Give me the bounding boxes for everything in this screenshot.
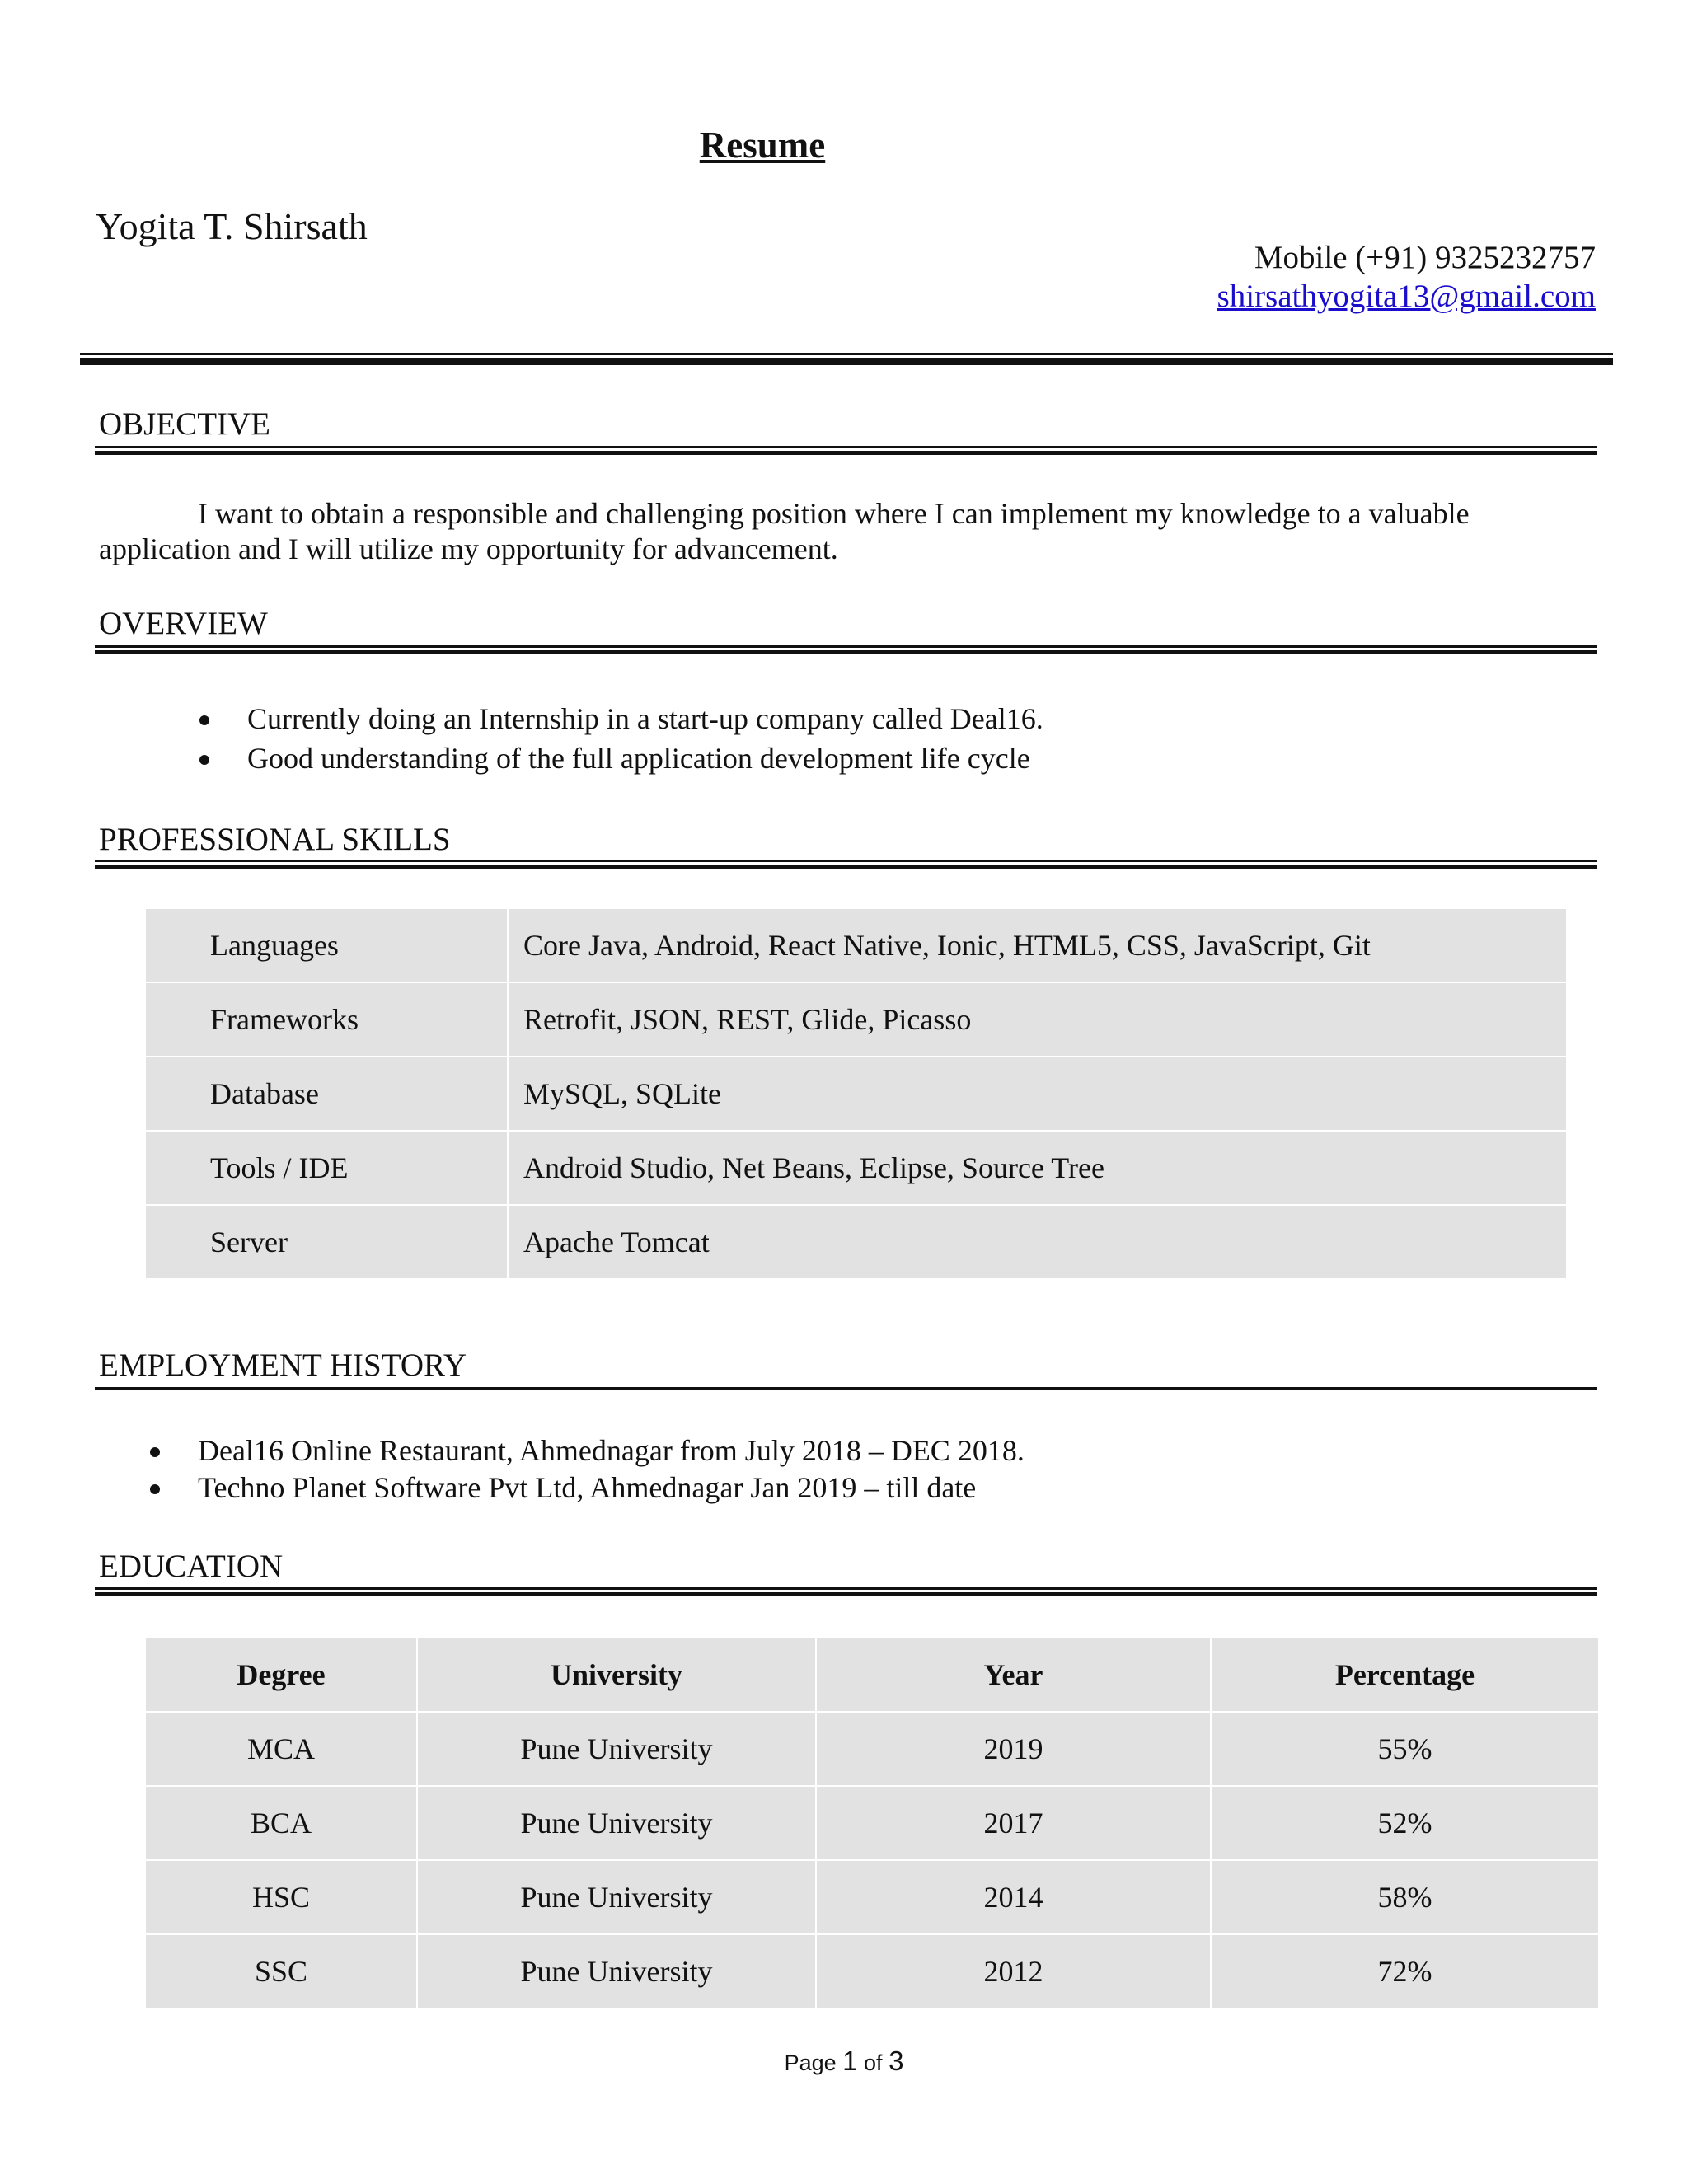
objective-rule-thin — [95, 446, 1597, 448]
candidate-name: Yogita T. Shirsath — [96, 205, 368, 247]
page-word: Page — [784, 2050, 837, 2075]
skill-label: Languages — [145, 908, 508, 982]
table-cell: MCA — [145, 1712, 417, 1786]
skill-label: Tools / IDE — [145, 1131, 508, 1205]
table-row — [145, 1786, 1599, 1860]
table-row — [145, 908, 1567, 982]
email-link[interactable]: shirsathyogita13@gmail.com — [1217, 279, 1596, 314]
list-item: Good understanding of the full application development life cycle — [247, 738, 1566, 778]
table-row — [145, 1860, 1599, 1934]
list-item: Techno Planet Software Pvt Ltd, Ahmednagar Jan 2019 – till date — [198, 1469, 1558, 1507]
overview-rule-thick — [95, 650, 1597, 654]
table-header-row — [145, 1638, 1599, 1712]
objective-heading: OBJECTIVE — [99, 406, 270, 442]
bullet-icon — [199, 715, 209, 725]
table-cell: SSC — [145, 1934, 417, 2008]
skill-value: Apache Tomcat — [508, 1205, 1567, 1279]
table-cell: 2019 — [816, 1712, 1211, 1786]
total-pages: 3 — [889, 2046, 904, 2076]
education-rule-thick — [95, 1592, 1597, 1596]
table-cell: Pune University — [417, 1786, 816, 1860]
employment-list — [198, 1432, 1558, 1507]
skill-value: MySQL, SQLite — [508, 1057, 1567, 1131]
skill-value: Retrofit, JSON, REST, Glide, Picasso — [508, 982, 1567, 1057]
column-header: Percentage — [1211, 1638, 1599, 1712]
skill-label: Server — [145, 1205, 508, 1279]
objective-text: I want to obtain a responsible and challenging position where I can implement my knowledge to a valuable application and I will utilize my opportunity for advancement. — [99, 497, 1470, 565]
table-row — [145, 1131, 1567, 1205]
table-row — [145, 1057, 1567, 1131]
table-cell: 72% — [1211, 1934, 1599, 2008]
skill-value: Core Java, Android, React Native, Ionic, HTML5, CSS, JavaScript, Git — [508, 908, 1567, 982]
table-cell: 55% — [1211, 1712, 1599, 1786]
table-cell: 2017 — [816, 1786, 1211, 1860]
mobile-number: Mobile (+91) 9325232757 — [1254, 240, 1596, 275]
skill-label: Frameworks — [145, 982, 508, 1057]
bullet-icon — [150, 1447, 160, 1457]
skills-heading: PROFESSIONAL SKILLS — [99, 822, 451, 857]
page-number — [0, 2046, 1688, 2077]
education-rule-thin — [95, 1587, 1597, 1590]
list-item: Currently doing an Internship in a start-up company called Deal16. — [247, 699, 1566, 738]
column-header: Degree — [145, 1638, 417, 1712]
header-divider-thick — [80, 358, 1613, 365]
overview-list — [247, 699, 1566, 778]
column-header: Year — [816, 1638, 1211, 1712]
objective-paragraph — [99, 496, 1599, 567]
table-cell: Pune University — [417, 1860, 816, 1934]
overview-rule-thin — [95, 645, 1597, 648]
table-cell: Pune University — [417, 1712, 816, 1786]
table-cell: 2014 — [816, 1860, 1211, 1934]
bullet-icon — [199, 755, 209, 765]
skills-table — [144, 907, 1568, 1280]
employment-heading: EMPLOYMENT HISTORY — [99, 1347, 467, 1383]
table-row — [145, 982, 1567, 1057]
table-cell: BCA — [145, 1786, 417, 1860]
employment-rule — [95, 1387, 1597, 1390]
skill-label: Database — [145, 1057, 508, 1131]
table-cell: 58% — [1211, 1860, 1599, 1934]
current-page: 1 — [842, 2046, 858, 2076]
table-row — [145, 1712, 1599, 1786]
of-word: of — [864, 2050, 883, 2075]
skill-value: Android Studio, Net Beans, Eclipse, Source Tree — [508, 1131, 1567, 1205]
table-cell: 52% — [1211, 1786, 1599, 1860]
list-item: Deal16 Online Restaurant, Ahmednagar from July 2018 – DEC 2018. — [198, 1432, 1558, 1469]
header-divider-thin — [80, 353, 1613, 355]
overview-heading: OVERVIEW — [99, 606, 268, 641]
education-table — [144, 1637, 1600, 2009]
table-cell: HSC — [145, 1860, 417, 1934]
skills-rule-thin — [95, 860, 1597, 862]
table-row — [145, 1934, 1599, 2008]
table-row — [145, 1205, 1567, 1279]
column-header: University — [417, 1638, 816, 1712]
bullet-icon — [150, 1484, 160, 1494]
skills-rule-thick — [95, 865, 1597, 869]
table-cell: 2012 — [816, 1934, 1211, 2008]
document-title: Resume — [699, 124, 826, 166]
objective-rule-thick — [95, 451, 1597, 455]
education-heading: EDUCATION — [99, 1549, 284, 1584]
table-cell: Pune University — [417, 1934, 816, 2008]
